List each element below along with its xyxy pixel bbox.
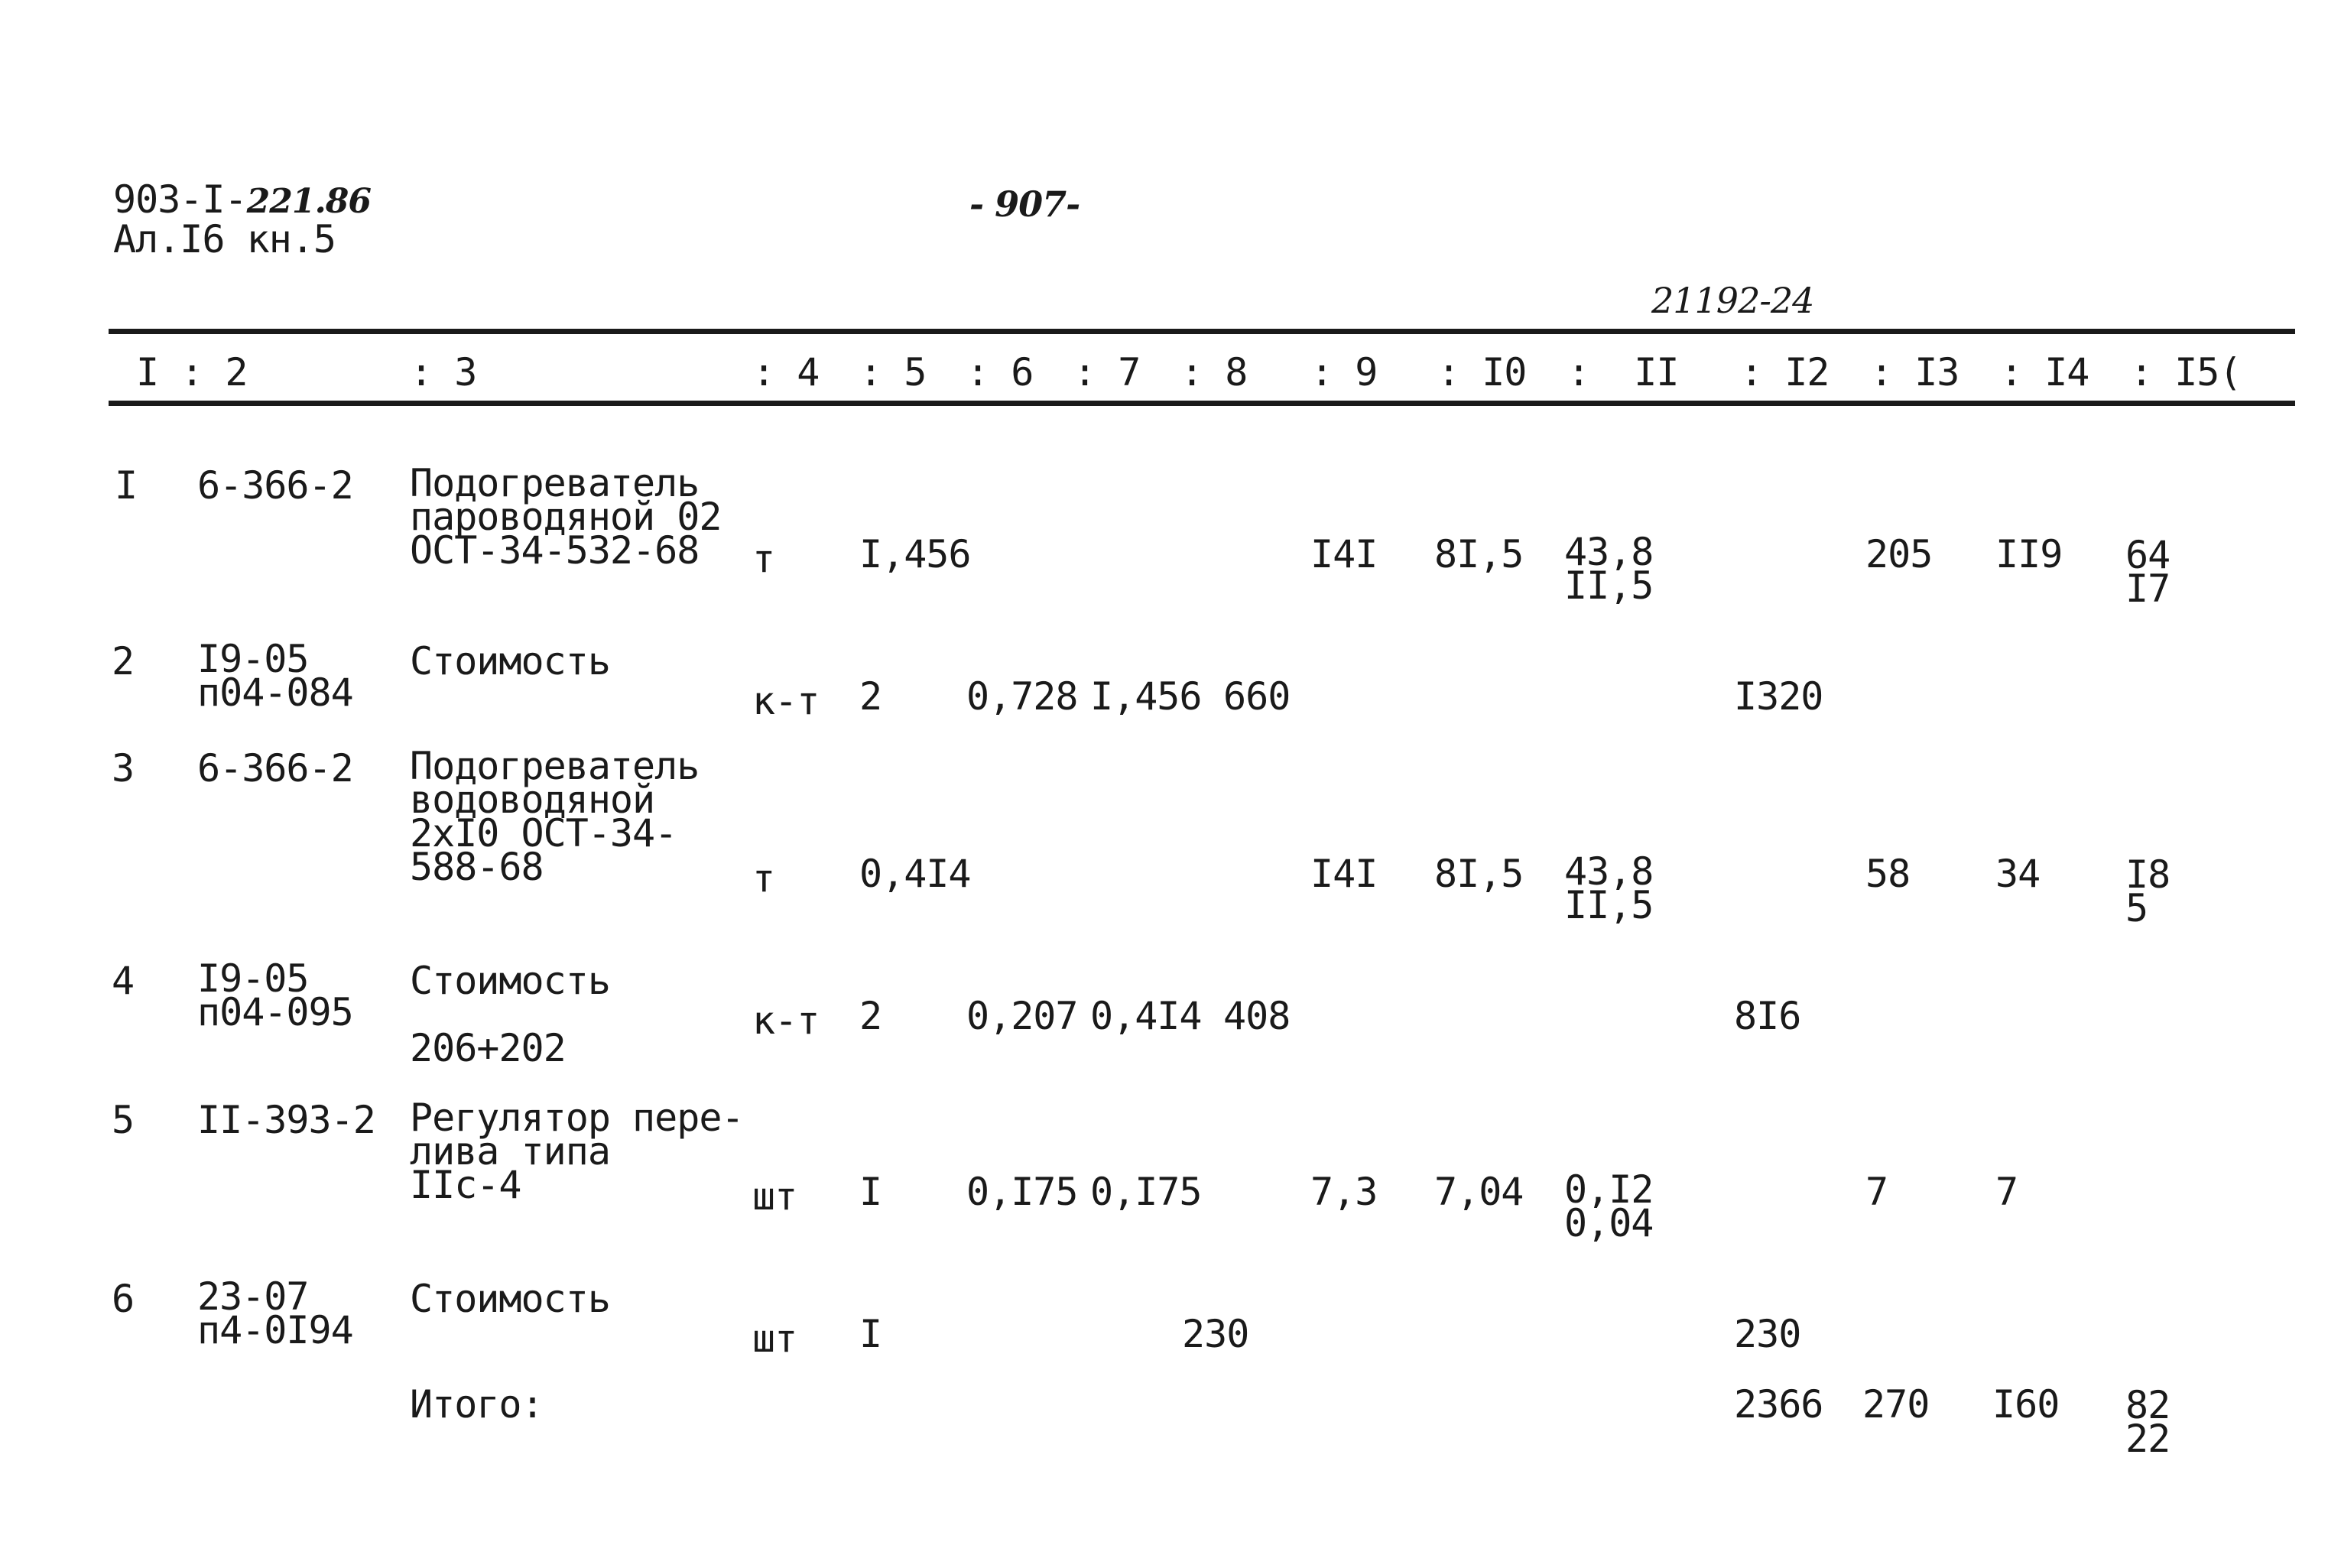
row-name-line: Подогреватель <box>410 744 700 788</box>
row-name-line: пароводяной 02 <box>410 495 722 539</box>
column-header-12: : I2 <box>1740 350 1830 394</box>
row-col8: 230 <box>1182 1312 1249 1356</box>
row-col11-line: 43,8 <box>1564 849 1654 894</box>
row-code-line: I9-05 <box>197 637 309 681</box>
document-code-handwritten: 221.86 <box>246 182 372 221</box>
row-col15-line: 64 <box>2125 533 2171 577</box>
row-col9: I4I <box>1310 852 1378 896</box>
row-col9: I4I <box>1310 532 1378 576</box>
row-col12: I320 <box>1734 674 1823 719</box>
row-col14: 34 <box>1995 852 2041 896</box>
column-header-1-2: I : 2 <box>136 350 248 394</box>
row-col8: 660 <box>1223 674 1291 719</box>
column-header-14: : I4 <box>2000 350 2089 394</box>
column-header-13: : I3 <box>1870 350 1959 394</box>
page-number: - 907- <box>969 183 1080 225</box>
row-name: Стоимость <box>410 1277 610 1321</box>
column-header-7: : 7 <box>1073 350 1141 394</box>
column-header-4: : 4 <box>752 350 820 394</box>
row-code-line: 23-07 <box>197 1274 309 1319</box>
row-name-line: водоводяной <box>410 778 655 822</box>
row-name: Стоимость <box>410 639 610 683</box>
total-col15-line: 22 <box>2125 1417 2171 1461</box>
row-col7: I,456 <box>1090 674 1202 719</box>
row-col8: 408 <box>1223 994 1291 1038</box>
row-col7: 0,I75 <box>1090 1170 1202 1214</box>
row-code-line: I9-05 <box>197 956 309 1001</box>
total-col13: 270 <box>1862 1382 1930 1427</box>
column-header-5: : 5 <box>859 350 927 394</box>
row-col11-line: 43,8 <box>1564 530 1654 574</box>
column-header-11: : II <box>1567 350 1679 394</box>
row-name-line: 2хI0 ОСТ-34- <box>410 811 677 855</box>
row-quantity: 2 <box>859 674 882 719</box>
row-name-line: 588-68 <box>410 845 544 889</box>
row-note: 206+202 <box>410 1026 566 1070</box>
row-col11-line: II,5 <box>1564 883 1654 927</box>
album-line: Ал.I6 кн.5 <box>113 217 336 261</box>
total-col15-line: 82 <box>2125 1383 2171 1427</box>
row-name-line: Подогреватель <box>410 461 700 505</box>
row-unit: шт <box>752 1316 797 1361</box>
row-number: 3 <box>112 746 135 790</box>
row-col13: 205 <box>1865 532 1933 576</box>
row-unit: т <box>752 856 775 901</box>
column-header-10: : I0 <box>1437 350 1527 394</box>
row-code-line: п04-084 <box>197 670 353 715</box>
header-top-rule <box>109 329 2295 334</box>
total-col14: I60 <box>1992 1382 2060 1427</box>
row-unit: шт <box>752 1174 797 1219</box>
row-col14: 7 <box>1995 1170 2018 1214</box>
column-header-9: : 9 <box>1310 350 1378 394</box>
registration-stamp: 21192-24 <box>1651 280 1814 321</box>
row-number: I <box>115 463 138 508</box>
document-code <box>113 177 372 222</box>
row-col6: 0,I75 <box>966 1170 1078 1214</box>
row-code: 6-366-2 <box>197 746 353 790</box>
row-quantity: 2 <box>859 994 882 1038</box>
row-col11-line: II,5 <box>1564 563 1654 608</box>
row-col10: 7,04 <box>1434 1170 1524 1214</box>
row-unit: т <box>752 537 775 581</box>
row-quantity: I <box>859 1312 882 1356</box>
row-col10: 8I,5 <box>1434 852 1524 896</box>
row-col15-line: I8 <box>2125 852 2171 897</box>
row-code-line: п04-095 <box>197 990 353 1034</box>
row-quantity: 0,4I4 <box>859 852 971 896</box>
row-col13: 7 <box>1865 1170 1888 1214</box>
column-header-15: : I5( <box>2130 350 2242 394</box>
row-col11-line: 0,I2 <box>1564 1167 1654 1212</box>
row-col14: II9 <box>1995 532 2063 576</box>
row-name-line: Регулятор пере- <box>410 1096 744 1140</box>
row-name-line: лива типа <box>410 1129 610 1174</box>
row-col7: 0,4I4 <box>1090 994 1202 1038</box>
total-label: Итого: <box>410 1382 544 1427</box>
row-quantity: I <box>859 1170 882 1214</box>
row-name-line: ОСТ-34-532-68 <box>410 528 700 573</box>
row-unit: к-т <box>752 998 820 1043</box>
row-quantity: I,456 <box>859 532 971 576</box>
column-header-8: : 8 <box>1180 350 1248 394</box>
row-code: II-393-2 <box>197 1098 375 1142</box>
column-header-3: : 3 <box>410 350 477 394</box>
row-name: Стоимость <box>410 959 610 1003</box>
header-bottom-rule <box>109 401 2295 406</box>
row-col10: 8I,5 <box>1434 532 1524 576</box>
row-number: 4 <box>112 959 135 1003</box>
row-col15-line: I7 <box>2125 566 2171 611</box>
row-col12: 8I6 <box>1734 994 1801 1038</box>
row-number: 5 <box>112 1098 135 1142</box>
row-unit: к-т <box>752 679 820 723</box>
row-col6: 0,207 <box>966 994 1078 1038</box>
row-name-line: IIс-4 <box>410 1163 521 1207</box>
row-number: 2 <box>112 639 135 683</box>
row-col13: 58 <box>1865 852 1911 896</box>
total-col12: 2366 <box>1734 1382 1823 1427</box>
row-code: 6-366-2 <box>197 463 353 508</box>
row-col12: 230 <box>1734 1312 1801 1356</box>
row-col6: 0,728 <box>966 674 1078 719</box>
row-number: 6 <box>112 1277 135 1321</box>
row-col9: 7,3 <box>1310 1170 1378 1214</box>
row-code-line: п4-0I94 <box>197 1308 353 1352</box>
document-code-prefix: 903-I- <box>113 177 247 222</box>
row-col11-line: 0,04 <box>1564 1201 1654 1245</box>
row-col15-line: 5 <box>2125 886 2148 930</box>
column-header-6: : 6 <box>966 350 1034 394</box>
